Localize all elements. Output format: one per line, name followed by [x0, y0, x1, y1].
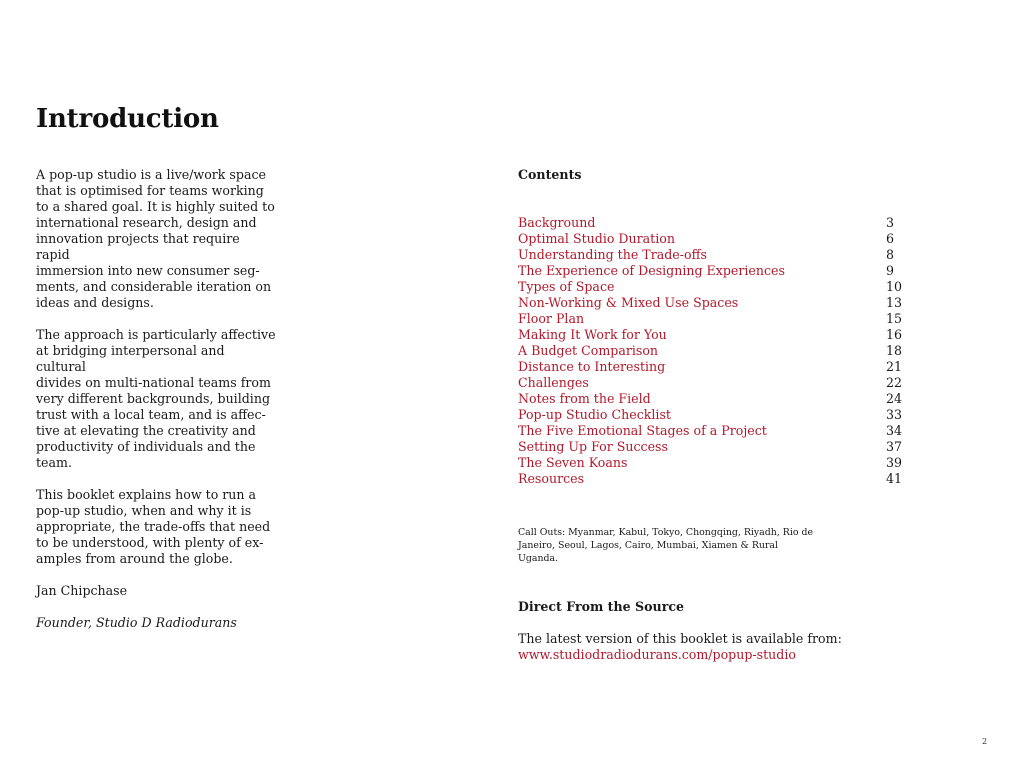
toc-item-title[interactable]: A Budget Comparison [518, 343, 659, 358]
toc-item-title[interactable]: Background [518, 215, 596, 230]
toc-item-page: 22 [886, 375, 903, 390]
contents-heading: Contents [518, 167, 582, 182]
toc-item[interactable] [518, 279, 903, 295]
callouts-note: Call Outs: Myanmar, Kabul, Tokyo, Chongqing, Riyadh, Rio de Janeiro, Seoul, Lagos, Cairo, Mumbai, Xiamen & Rural Uganda. [518, 527, 813, 564]
toc-item[interactable] [518, 231, 900, 247]
toc-item[interactable] [518, 311, 903, 327]
toc-item-page: 18 [886, 343, 903, 358]
toc-item-title[interactable]: Setting Up For Success [518, 439, 668, 454]
page-title: Introduction [36, 104, 219, 134]
toc-item[interactable] [518, 343, 903, 359]
toc-item-page: 10 [886, 279, 903, 294]
source-text: The latest version of this booklet is available from: [518, 631, 842, 646]
source-link[interactable]: www.studiodradiodurans.com/popup-studio [518, 647, 796, 662]
table-of-contents [518, 215, 903, 487]
toc-item-title[interactable]: Types of Space [518, 279, 615, 294]
toc-item-page: 33 [886, 407, 903, 422]
toc-item-title[interactable]: Understanding the Trade-offs [518, 247, 707, 262]
toc-item-title[interactable]: Making It Work for You [518, 327, 667, 342]
toc-item-page: 41 [886, 471, 903, 486]
toc-item[interactable] [518, 439, 903, 455]
author-role: Founder, Studio D Radiodurans [36, 615, 237, 630]
toc-item[interactable] [518, 359, 903, 375]
author-name: Jan Chipchase [36, 583, 128, 598]
toc-item-page: 16 [886, 327, 903, 342]
toc-item[interactable] [518, 247, 900, 263]
toc-item-title[interactable]: The Five Emotional Stages of a Project [518, 423, 767, 438]
intro-paragraph: A pop-up studio is a live/work space that is optimised for teams working to a shared goal. It is highly suited to international research, design and innovation projects that require rapid immersion into new consumer seg- ments, and considerable iteration on ideas and designs. [36, 167, 275, 310]
toc-item-title[interactable]: Notes from the Field [518, 391, 651, 406]
toc-item-title[interactable]: Floor Plan [518, 311, 585, 326]
toc-item[interactable] [518, 455, 903, 471]
toc-item-page: 24 [886, 391, 903, 406]
toc-item-page: 3 [886, 215, 895, 230]
toc-item-page: 37 [886, 439, 903, 454]
page-number: 2 [982, 737, 988, 746]
toc-item-page: 34 [886, 423, 903, 438]
toc-item-page: 15 [886, 311, 903, 326]
toc-item-title[interactable]: Non-Working & Mixed Use Spaces [518, 295, 739, 310]
toc-item-page: 13 [886, 295, 903, 310]
toc-item-title[interactable]: Pop-up Studio Checklist [518, 407, 671, 422]
toc-item[interactable] [518, 391, 903, 407]
intro-text [36, 167, 276, 583]
source-heading: Direct From the Source [518, 599, 685, 614]
toc-item-title[interactable]: The Seven Koans [518, 455, 628, 470]
toc-item[interactable] [518, 295, 903, 311]
toc-item-page: 39 [886, 455, 903, 470]
toc-item-title[interactable]: Challenges [518, 375, 589, 390]
toc-item[interactable] [518, 215, 900, 231]
toc-item-page: 8 [886, 247, 895, 262]
toc-item-title[interactable]: The Experience of Designing Experiences [518, 263, 785, 278]
toc-item[interactable] [518, 375, 903, 391]
toc-item[interactable] [518, 423, 903, 439]
toc-item-page: 21 [886, 359, 903, 374]
toc-item[interactable] [518, 407, 903, 423]
toc-item[interactable] [518, 471, 903, 487]
intro-paragraph: The approach is particularly affective at bridging interpersonal and cultural divides on multi-national teams from very different backgrounds, building trust with a local team, and is affec- tive at elevating the creativity and productivity of individuals and the team. [36, 327, 276, 470]
toc-item-title[interactable]: Resources [518, 471, 585, 486]
toc-item-title[interactable]: Optimal Studio Duration [518, 231, 675, 246]
toc-item[interactable] [518, 263, 900, 279]
intro-paragraph: This booklet explains how to run a pop-up studio, when and why it is appropriate, the trade-offs that need to be understood, with plenty of ex- amples from around the globe. [36, 487, 271, 566]
toc-item-title[interactable]: Distance to Interesting [518, 359, 666, 374]
toc-item-page: 9 [886, 263, 895, 278]
toc-item[interactable] [518, 327, 903, 343]
toc-item-page: 6 [886, 231, 895, 246]
